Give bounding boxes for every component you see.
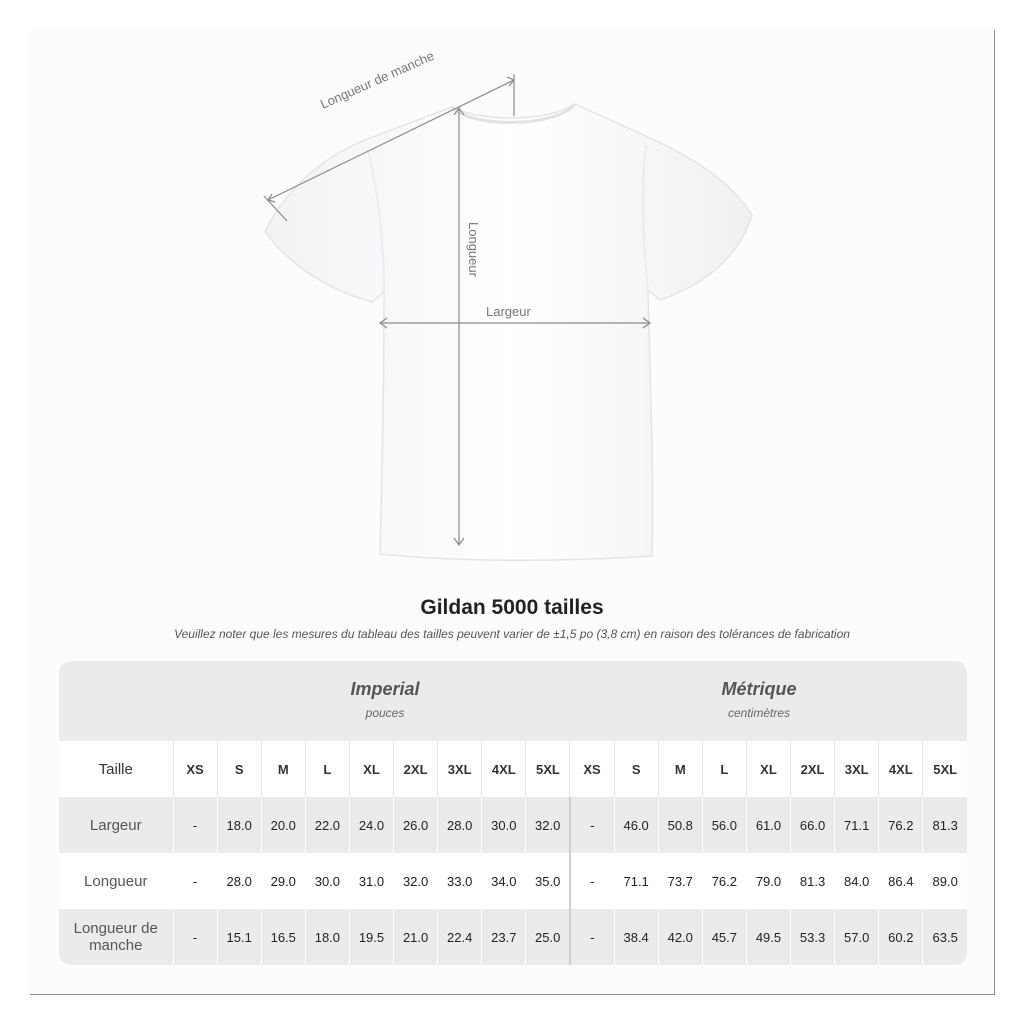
- table-cell: 30.0: [482, 797, 526, 853]
- imperial-size-l: L: [305, 741, 349, 797]
- table-cell: 20.0: [261, 797, 305, 853]
- table-cell: 66.0: [791, 797, 835, 853]
- table-cell: 57.0: [835, 909, 879, 965]
- table-cell: -: [570, 797, 614, 853]
- tolerance-note: Veuillez noter que les mesures du tableau des tailles peuvent varier de ±1,5 po (3,8 cm) en raison des tolérances de fabrication: [174, 627, 850, 641]
- table-cell: 86.4: [879, 853, 923, 909]
- table-cell: 73.7: [658, 853, 702, 909]
- table-cell: 32.0: [394, 853, 438, 909]
- table-cell: 18.0: [217, 797, 261, 853]
- table-cell: 29.0: [261, 853, 305, 909]
- table-cell: 42.0: [658, 909, 702, 965]
- table-cell: 61.0: [746, 797, 790, 853]
- size-header: Taille: [98, 760, 133, 778]
- table-cell: 89.0: [923, 853, 967, 909]
- metric-size-2xl: 2XL: [791, 741, 835, 797]
- table-cell: 81.3: [791, 853, 835, 909]
- table-cell: 84.0: [835, 853, 879, 909]
- metric-size-5xl: 5XL: [923, 741, 967, 797]
- table-cell: 28.0: [438, 797, 482, 853]
- imperial-size-m: M: [261, 741, 305, 797]
- table-cell: 38.4: [614, 909, 658, 965]
- table-cell: 56.0: [702, 797, 746, 853]
- size-table: [59, 661, 967, 965]
- imperial-size-xl: XL: [349, 741, 393, 797]
- metric-size-l: L: [702, 741, 746, 797]
- metric-size-xs: XS: [570, 741, 614, 797]
- size-grid: [59, 741, 967, 965]
- table-cell: 23.7: [482, 909, 526, 965]
- table-header-row: [59, 741, 967, 797]
- imperial-size-xs: XS: [173, 741, 217, 797]
- table-cell: 26.0: [394, 797, 438, 853]
- length-label: Longueur: [466, 222, 481, 277]
- table-row-longueur-de-manche: [59, 909, 967, 965]
- row-label-largeur: Largeur: [59, 797, 173, 853]
- table-cell: 24.0: [349, 797, 393, 853]
- table-cell: 32.0: [526, 797, 570, 853]
- table-cell: -: [570, 909, 614, 965]
- table-cell: 16.5: [261, 909, 305, 965]
- imperial-unit: pouces: [365, 706, 405, 720]
- row-label-longueur: Longueur: [84, 872, 148, 890]
- table-cell: 79.0: [746, 853, 790, 909]
- metric-size-xl: XL: [746, 741, 790, 797]
- table-cell: 46.0: [614, 797, 658, 853]
- table-cell: 22.0: [305, 797, 349, 853]
- table-cell: 71.1: [614, 853, 658, 909]
- metric-size-s: S: [614, 741, 658, 797]
- table-cell: 71.1: [835, 797, 879, 853]
- metric-size-m: M: [658, 741, 702, 797]
- metric-unit: centimètres: [727, 706, 791, 720]
- table-cell: 34.0: [482, 853, 526, 909]
- imperial-size-5xl: 5XL: [526, 741, 570, 797]
- table-cell: -: [173, 853, 217, 909]
- table-cell: 45.7: [702, 909, 746, 965]
- chart-title: Gildan 5000 tailles: [420, 596, 604, 619]
- metric-size-4xl: 4XL: [879, 741, 923, 797]
- table-cell: 31.0: [349, 853, 393, 909]
- table-cell: -: [173, 797, 217, 853]
- width-label: Largeur: [486, 304, 531, 319]
- table-cell: 53.3: [791, 909, 835, 965]
- unit-group-header: [59, 661, 967, 741]
- table-cell: 30.0: [305, 853, 349, 909]
- table-cell: 63.5: [923, 909, 967, 965]
- table-cell: -: [570, 853, 614, 909]
- table-cell: 28.0: [217, 853, 261, 909]
- imperial-size-3xl: 3XL: [438, 741, 482, 797]
- table-cell: 18.0: [305, 909, 349, 965]
- table-cell: 35.0: [526, 853, 570, 909]
- row-label-longueur-de-manche: Longueur de manche: [59, 909, 173, 965]
- imperial-size-s: S: [217, 741, 261, 797]
- tshirt-body: [265, 104, 752, 560]
- table-cell: 33.0: [438, 853, 482, 909]
- table-cell: 60.2: [879, 909, 923, 965]
- metric-size-3xl: 3XL: [835, 741, 879, 797]
- table-row-longueur: [59, 853, 967, 909]
- sleeve-length-label: Longueur de manche: [318, 48, 437, 112]
- table-cell: 76.2: [702, 853, 746, 909]
- table-cell: 19.5: [349, 909, 393, 965]
- table-cell: 21.0: [394, 909, 438, 965]
- table-cell: 22.4: [438, 909, 482, 965]
- table-cell: -: [173, 909, 217, 965]
- table-cell: 81.3: [923, 797, 967, 853]
- imperial-size-4xl: 4XL: [482, 741, 526, 797]
- table-cell: 15.1: [217, 909, 261, 965]
- imperial-size-2xl: 2XL: [394, 741, 438, 797]
- table-cell: 76.2: [879, 797, 923, 853]
- table-cell: 50.8: [658, 797, 702, 853]
- imperial-title: Imperial: [350, 679, 420, 699]
- metric-title: Métrique: [721, 679, 797, 699]
- table-cell: 25.0: [526, 909, 570, 965]
- table-cell: 49.5: [746, 909, 790, 965]
- table-row-largeur: [59, 797, 967, 853]
